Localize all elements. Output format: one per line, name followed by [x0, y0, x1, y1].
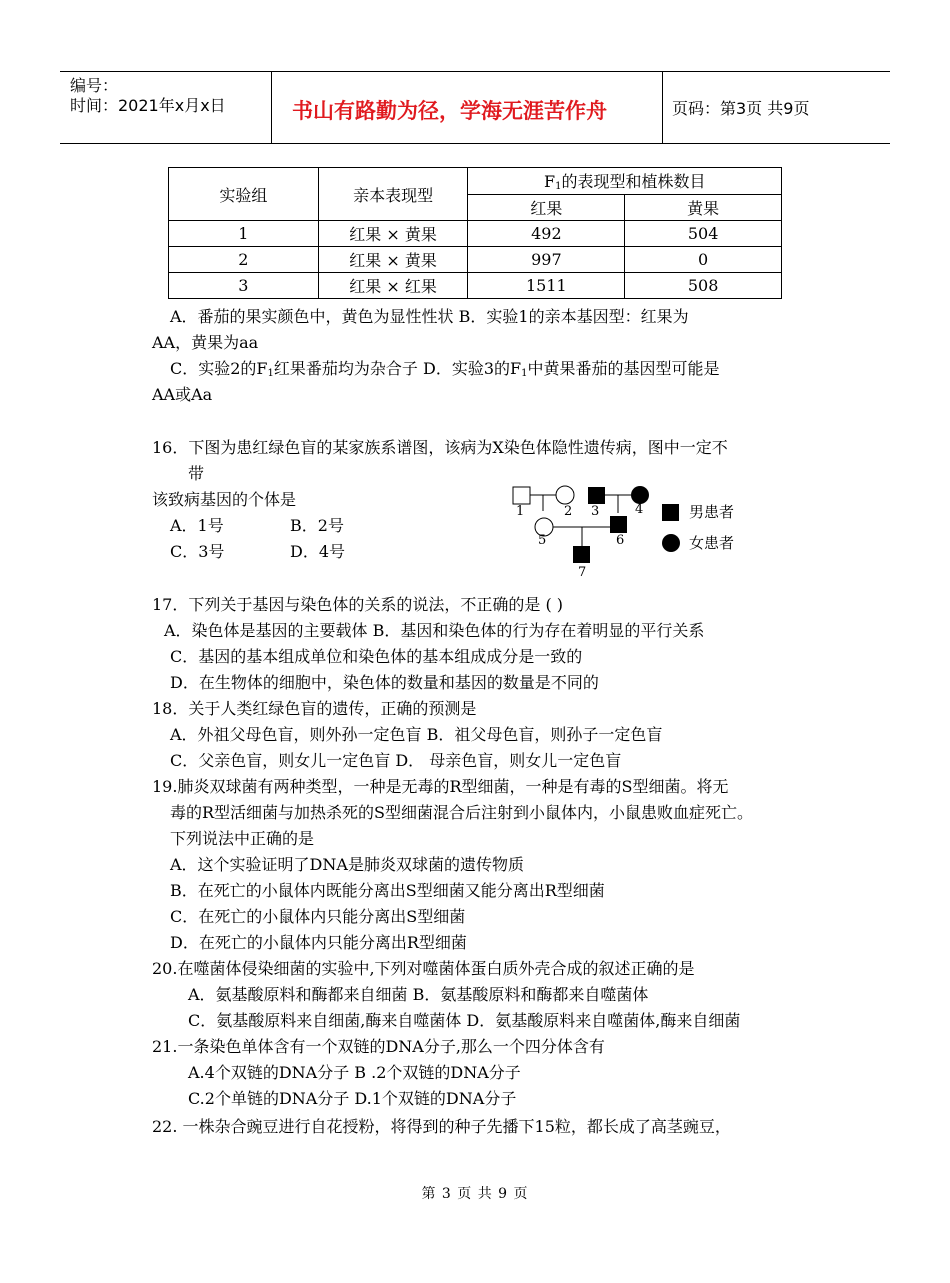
header-divider-right [662, 71, 663, 143]
q15-option-a-b: A．番茄的果实颜色中，黄色为显性性状 B．实验1的亲本基因型：红果为 [170, 307, 689, 326]
q16-option-d: D．4号 [290, 542, 346, 561]
q19-stem-3: 下列说法中正确的是 [170, 829, 315, 848]
cell-red: 492 [468, 221, 625, 247]
q21-option-c-d: C.2个单链的DNA分子 D.1个双链的DNA分子 [188, 1089, 517, 1108]
q17-stem: 17．下列关于基因与染色体的关系的说法，不正确的是 ( ) [152, 595, 564, 614]
q19-stem-2: 毒的R型活细菌与加热杀死的S型细菌混合后注射到小鼠体内，小鼠患败血症死亡。 [170, 803, 754, 822]
header-motto: 书山有路勤为径，学海无涯苦作舟 [292, 99, 607, 123]
header-time-label: 时间：2021年x月x日 [70, 96, 226, 115]
cell-group: 2 [169, 247, 319, 273]
q19-option-d: D．在死亡的小鼠体内只能分离出R型细菌 [170, 933, 467, 952]
q19-option-b: B．在死亡的小鼠体内既能分离出S型细菌又能分离出R型细菌 [170, 881, 605, 900]
pedigree-label-6: 6 [616, 533, 625, 548]
header-bottom-rule [60, 143, 890, 144]
q16-stem-1: 16．下图为患红绿色盲的某家族系谱图，该病为X染色体隐性遗传病，图中一定不 [152, 438, 728, 457]
q16-stem-3: 该致病基因的个体是 [152, 490, 297, 509]
header-page-label: 页码：第3页 共9页 [672, 99, 810, 118]
q20-option-a-b: A．氨基酸原料和酶都来自细菌 B．氨基酸原料和酶都来自噬菌体 [188, 985, 649, 1004]
q20-stem: 20.在噬菌体侵染细菌的实验中,下列对噬菌体蛋白质外壳合成的叙述正确的是 [152, 959, 695, 978]
q18-option-a-b: A．外祖父母色盲，则外孙一定色盲 B．祖父母色盲，则孙子一定色盲 [170, 725, 663, 744]
cell-red: 1511 [468, 273, 625, 299]
header-divider-left [271, 71, 272, 143]
table-row [169, 273, 782, 299]
cell-yellow: 504 [625, 221, 782, 247]
cell-group: 3 [169, 273, 319, 299]
q15-option-c-d: C．实验2的$F_1$红果番茄均为杂合子 D．实验3的$F_1$中黄果番茄的基因型可能是 [170, 359, 720, 379]
pedigree-label-4: 4 [635, 502, 644, 517]
pedigree-label-2: 2 [564, 504, 573, 519]
pedigree-individual-2 [556, 486, 574, 504]
cell-parent: 红果 × 红果 [318, 273, 468, 299]
q17-option-c: C．基因的基本组成单位和染色体的基本组成成分是一致的 [170, 647, 583, 666]
pedigree-diagram [505, 478, 765, 583]
cell-group: 1 [169, 221, 319, 247]
q19-option-a: A．这个实验证明了DNA是肺炎双球菌的遗传物质 [170, 855, 524, 874]
legend-female-circle-icon [662, 534, 680, 552]
pedigree-label-1: 1 [516, 504, 525, 519]
q16-stem-2: 带 [188, 464, 205, 483]
pedigree-label-7: 7 [578, 565, 587, 580]
header-top-rule [60, 71, 890, 72]
cell-parent: 红果 × 黄果 [318, 247, 468, 273]
q19-stem-1: 19.肺炎双球菌有两种类型，一种是无毒的R型细菌，一种是有毒的S型细菌。将无 [152, 777, 729, 796]
page-footer: 第 3 页 共 9 页 [421, 1186, 529, 1202]
q15-option-b-cont: AA，黄果为aa [152, 333, 259, 352]
q20-option-c-d: C．氨基酸原料来自细菌,酶来自噬菌体 D．氨基酸原料来自噬菌体,酶来自细菌 [188, 1011, 741, 1030]
q18-option-c-d: C．父亲色盲，则女儿一定色盲 D． 母亲色盲，则女儿一定色盲 [170, 751, 622, 770]
q16-option-c: C．3号 [170, 542, 225, 561]
q17-option-d: D．在生物体的细胞中，染色体的数量和基因的数量是不同的 [170, 673, 599, 692]
pedigree-individual-7 [573, 546, 590, 563]
pedigree-individual-1 [513, 487, 530, 504]
q17-option-a-b: A．染色体是基因的主要载体 B．基因和染色体的行为存在着明显的平行关系 [164, 621, 705, 640]
q21-option-a-b: A.4个双链的DNA分子 B .2个双链的DNA分子 [188, 1063, 521, 1082]
pedigree-label-5: 5 [538, 533, 547, 548]
legend-female-label: 女患者 [689, 534, 735, 552]
th-parent: 亲本表现型 [318, 168, 468, 221]
q21-stem: 21.一条染色单体含有一个双链的DNA分子,那么一个四分体含有 [152, 1037, 605, 1056]
q18-stem: 18．关于人类红绿色盲的遗传，正确的预测是 [152, 699, 477, 718]
q15-option-d-cont: AA或Aa [152, 385, 213, 404]
cell-yellow: 0 [625, 247, 782, 273]
q22-stem: 22. 一株杂合豌豆进行自花授粉，将得到的种子先播下15粒，都长成了高茎豌豆， [152, 1117, 731, 1136]
th-f1: $F_1$的表现型和植株数目 [468, 168, 782, 195]
cell-parent: 红果 × 黄果 [318, 221, 468, 247]
cell-red: 997 [468, 247, 625, 273]
table-row [169, 221, 782, 247]
table-row [169, 247, 782, 273]
experiment-table [168, 167, 782, 299]
legend-male-square-icon [662, 504, 679, 521]
th-yellow: 黄果 [625, 194, 782, 221]
th-group: 实验组 [169, 168, 319, 221]
pedigree-label-3: 3 [591, 504, 600, 519]
cell-yellow: 508 [625, 273, 782, 299]
q19-option-c: C．在死亡的小鼠体内只能分离出S型细菌 [170, 907, 466, 926]
q16-option-a: A．1号 [170, 516, 224, 535]
pedigree-individual-3 [588, 487, 605, 504]
q16-option-b: B．2号 [290, 516, 344, 535]
header-number-label: 编号： [70, 76, 119, 95]
legend-male-label: 男患者 [689, 503, 735, 521]
pedigree-individual-6 [610, 516, 627, 533]
th-red: 红果 [468, 194, 625, 221]
